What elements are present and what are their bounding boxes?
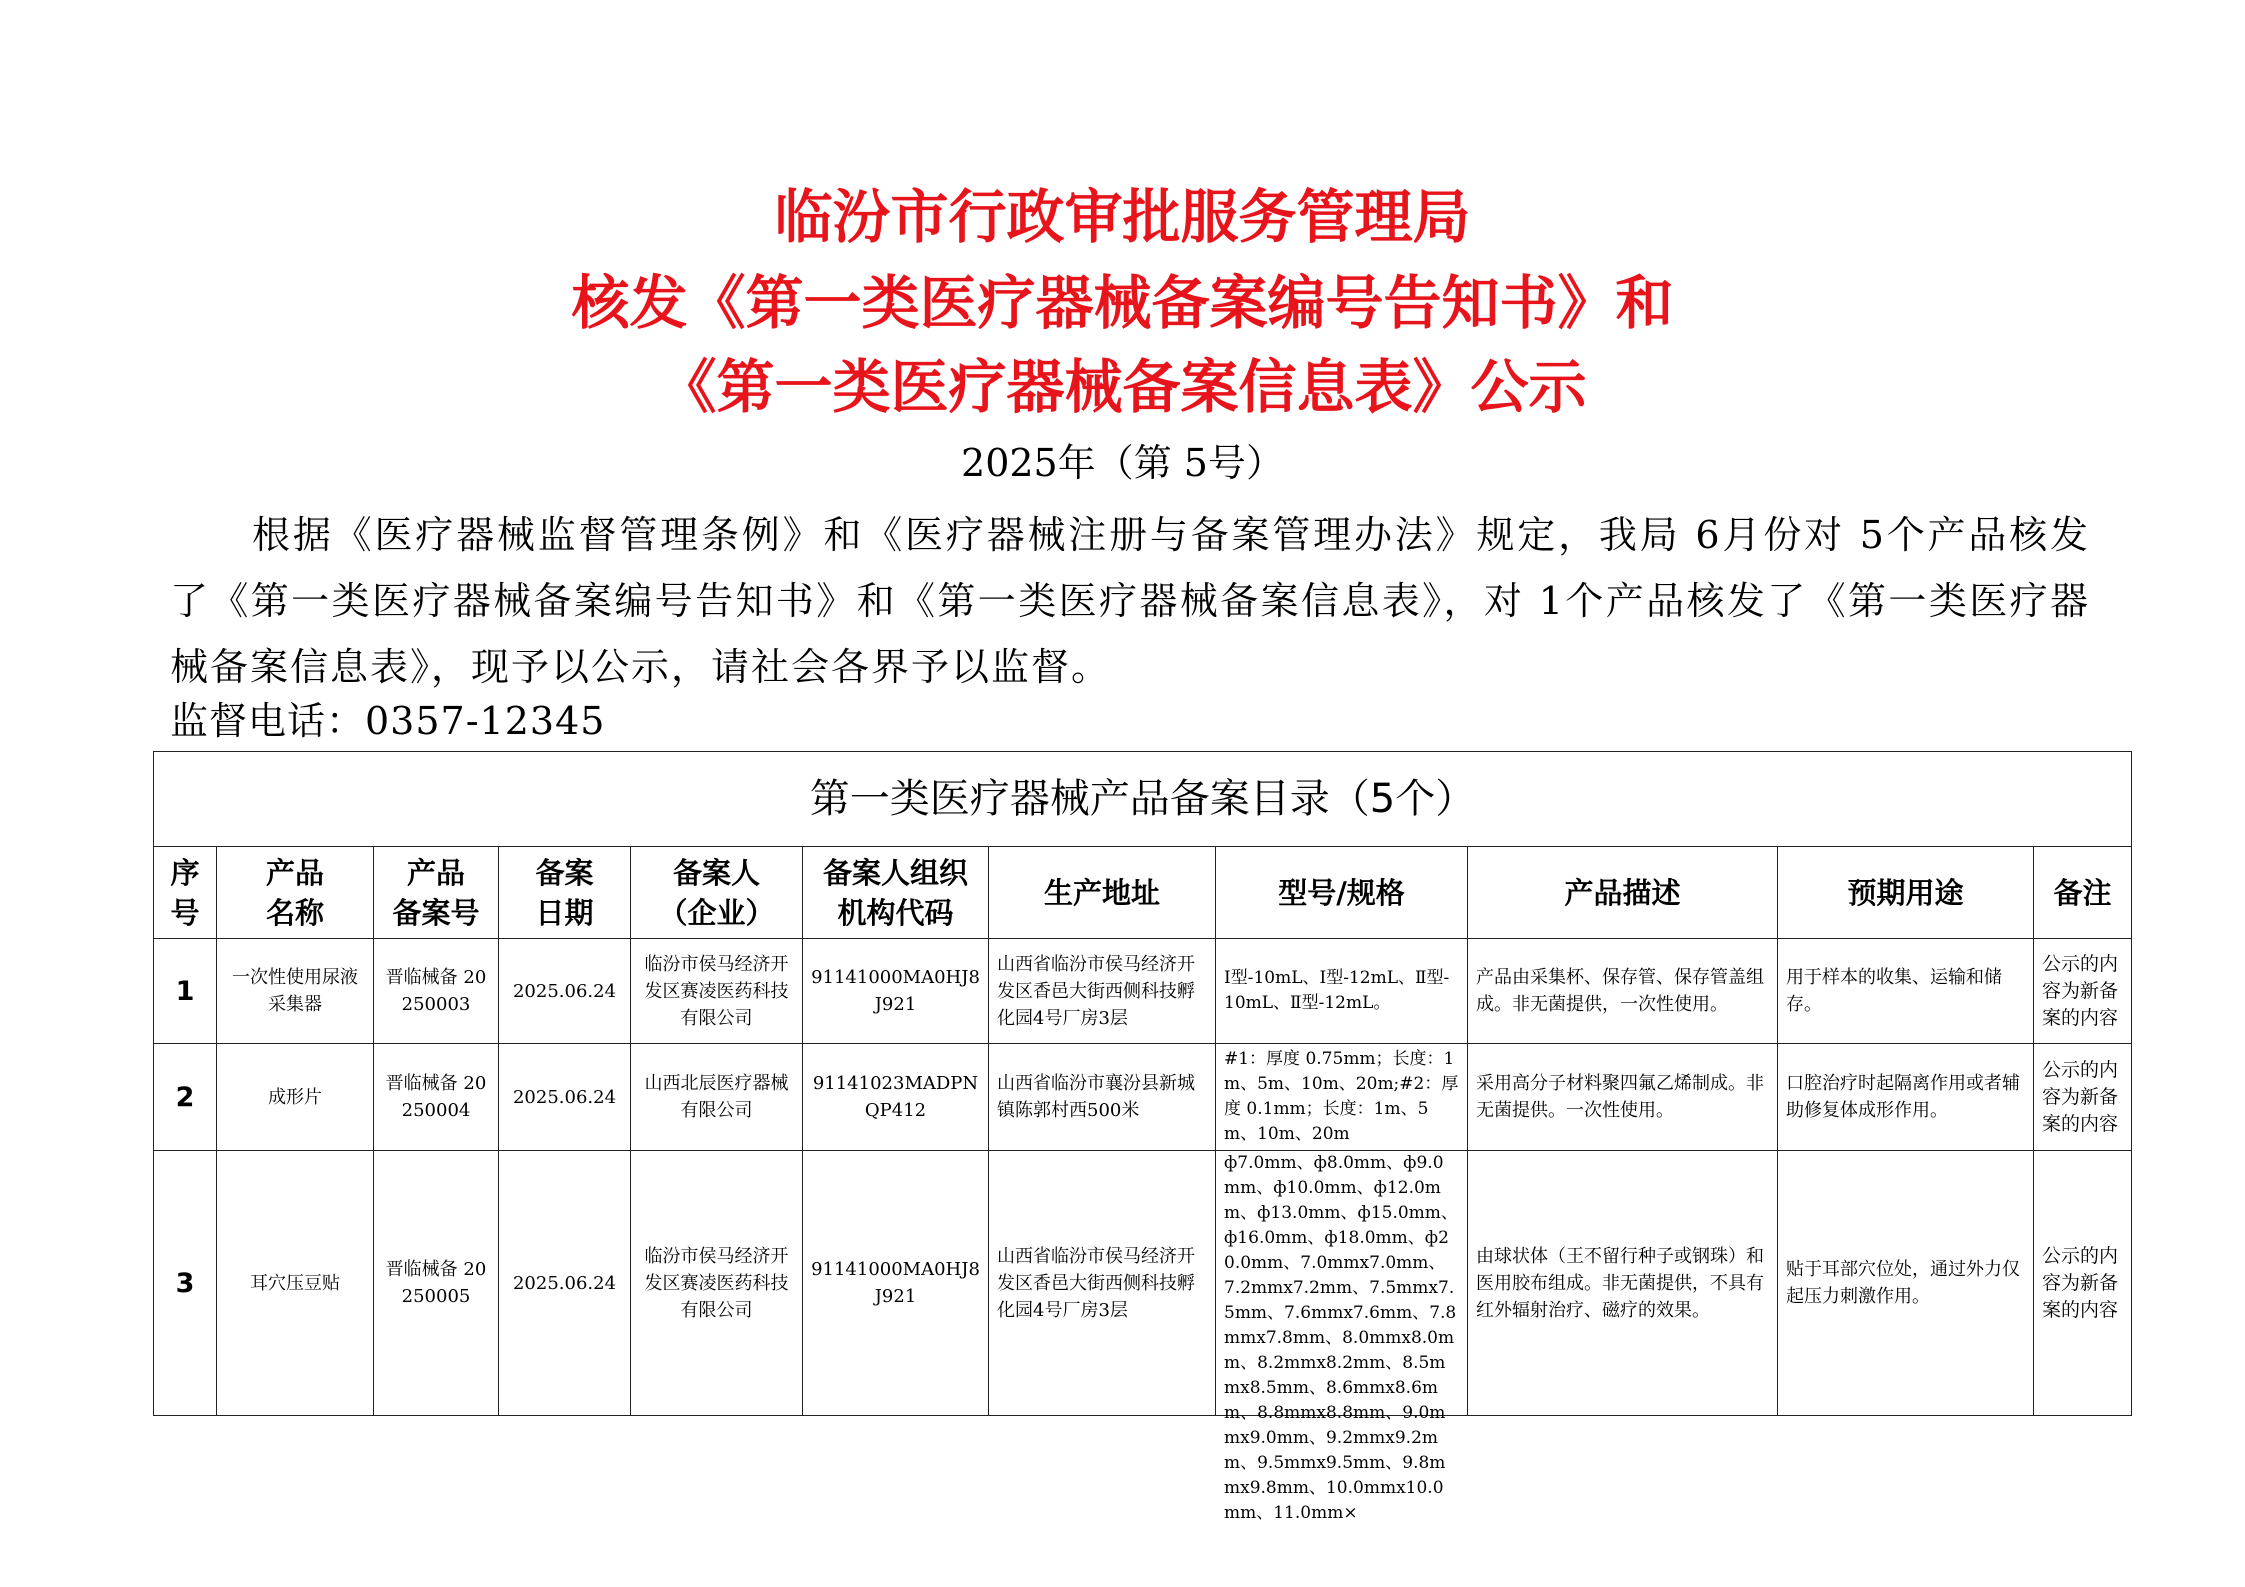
row-seq: 3 [154,1151,217,1416]
col-header-company [631,847,803,939]
col-header-record-no [374,847,499,939]
col-header-spec-label: 型号/规格 [1278,875,1405,910]
row-product-name: 耳穴压豆贴 [217,1151,374,1416]
col-header-note [2034,847,2132,939]
col-header-date-label: 备案 日期 [535,855,594,930]
supervision-phone: 监督电话：0357-12345 [170,699,606,743]
table-row [154,1151,2132,1416]
col-header-seq-label: 序 号 [170,855,200,930]
col-header-description [1468,847,1778,939]
table-caption: 第一类医疗器械产品备案目录（5个） [153,751,2132,846]
row-note: 公示的内容为新备案的内容 [2034,939,2132,1044]
row-address: 山西省临汾市侯马经济开发区香邑大街西侧科技孵化园4号厂房3层 [989,1151,1216,1416]
table-header-row [154,847,2132,939]
col-header-product-name [217,847,374,939]
col-header-seq [154,847,217,939]
row-seq: 1 [154,939,217,1044]
row-date: 2025.06.24 [499,1044,631,1151]
col-header-spec [1216,847,1468,939]
col-header-address-label: 生产地址 [1043,875,1160,910]
row-record-no: 晋临械备 20250004 [374,1044,499,1151]
title-line-3: 《第一类医疗器械备案信息表》公示 [658,353,1587,421]
row-description: 由球状体（王不留行种子或钢珠）和医用胶布组成。非无菌提供，不具有红外辐射治疗、磁疗的效果。 [1468,1151,1778,1416]
title-line-1: 临汾市行政审批服务管理局 [774,183,1471,251]
row-description: 采用高分子材料聚四氟乙烯制成。非无菌提供。一次性使用。 [1468,1044,1778,1151]
row-usage: 口腔治疗时起隔离作用或者辅助修复体成形作用。 [1778,1044,2034,1151]
col-header-record-no-label: 产品 备案号 [392,855,480,930]
row-product-name: 成形片 [217,1044,374,1151]
row-company: 临汾市侯马经济开发区赛凌医药科技有限公司 [631,939,803,1044]
intro-paragraph: 根据《医疗器械监督管理条例》和《医疗器械注册与备案管理办法》规定，我局 6月份对 5个产品核发了《第一类医疗器械备案编号告知书》和《第一类医疗器械备案信息表》，对 1个产品核发了《第一类医疗器械备案信息表》，现予以公示，请社会各界予以监督。 [170,513,2090,689]
col-header-note-label: 备注 [2053,875,2112,910]
col-header-address [989,847,1216,939]
row-address: 山西省临汾市侯马经济开发区香邑大街西侧科技孵化园4号厂房3层 [989,939,1216,1044]
row-usage: 用于样本的收集、运输和储存。 [1778,939,2034,1044]
issue-number: 2025年（第 5号） [961,441,1284,485]
row-address: 山西省临汾市襄汾县新城镇陈郭村西500米 [989,1044,1216,1151]
col-header-usage-label: 预期用途 [1847,875,1964,910]
title-line-2: 核发《第一类医疗器械备案编号告知书》和 [571,269,1674,337]
row-org-code: 91141023MADPNQP412 [803,1044,989,1151]
row-note: 公示的内容为新备案的内容 [2034,1151,2132,1416]
row-spec-cell [1216,1151,1468,1523]
row-date: 2025.06.24 [499,1151,631,1416]
row-spec: Ⅰ型-10mL、Ⅰ型-12mL、Ⅱ型-10mL、Ⅱ型-12mL。 [1216,939,1468,1044]
col-header-company-label: 备案人 （企业） [658,855,775,930]
table-row [154,939,2132,1044]
row-note: 公示的内容为新备案的内容 [2034,1044,2132,1151]
row-company: 山西北辰医疗器械有限公司 [631,1044,803,1151]
col-header-product-name-label: 产品 名称 [265,855,324,930]
filing-table [153,751,2132,1523]
row-org-code: 91141000MA0HJ8J921 [803,939,989,1044]
row-description: 产品由采集杯、保存管、保存管盖组成。非无菌提供，一次性使用。 [1468,939,1778,1044]
col-header-description-label: 产品描述 [1564,875,1681,910]
col-header-org-code [803,847,989,939]
row-seq: 2 [154,1044,217,1151]
col-header-org-code-label: 备案人组织 机构代码 [822,855,968,930]
row-spec: ф7.0mm、ф8.0mm、ф9.0mm、ф10.0mm、ф12.0mm、ф13.0mm、ф15.0mm、ф16.0mm、ф18.0mm、ф20.0mm、7.0mmx7.0mm、7.2mmx7.2mm、7.5mmx7.5mm、7.6mmx7.6mm、7.8mmx7.8mm、8.0mmx8.0mm、8.2mmx8.2mm、8.5mmx8.5mm、8.6mmx8.6mm、8.8mmx8.8mm、9.0mmx9.0mm、9.2mmx9.2mm、9.5mmx9.5mm、9.8mmx9.8mm、10.0mmx10.0mm、11.0mm× [1224,1153,1458,1523]
row-record-no: 晋临械备 20250005 [374,1151,499,1416]
row-company: 临汾市侯马经济开发区赛凌医药科技有限公司 [631,1151,803,1416]
row-usage: 贴于耳部穴位处，通过外力仅起压力刺激作用。 [1778,1151,2034,1416]
row-org-code: 91141000MA0HJ8J921 [803,1151,989,1416]
row-spec: #1：厚度 0.75mm；长度：1m、5m、10m、20m;#2：厚度 0.1mm；长度：1m、5m、10m、20m [1216,1044,1468,1151]
row-record-no: 晋临械备 20250003 [374,939,499,1044]
col-header-usage [1778,847,2034,939]
col-header-date [499,847,631,939]
row-product-name: 一次性使用尿液采集器 [217,939,374,1044]
row-date: 2025.06.24 [499,939,631,1044]
table-row [154,1044,2132,1151]
